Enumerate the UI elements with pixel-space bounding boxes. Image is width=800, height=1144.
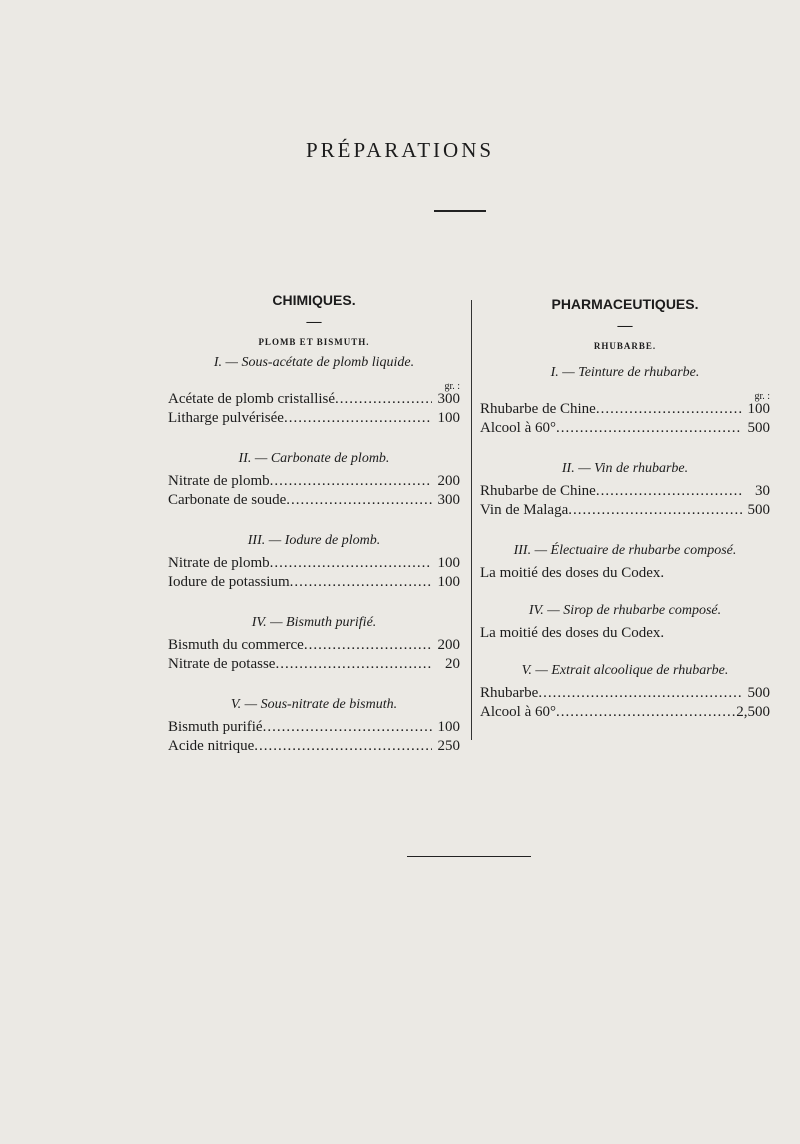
list-item: Nitrate de plomb ..... 100 xyxy=(168,555,460,574)
bleed-through-text xyxy=(0,96,800,134)
list-item: Bismuth du commerce ..... 200 xyxy=(168,637,460,656)
section-heading: I. — Teinture de rhubarbe. xyxy=(550,365,700,380)
section-text: La moitié des doses du Codex. xyxy=(480,625,665,641)
list-item: Bismuth purifié ..... 100 xyxy=(168,719,460,738)
list-item: Nitrate de plomb ..... 200 xyxy=(168,473,460,492)
list-item: Alcool à 60° ..... 2,500 xyxy=(480,704,770,723)
pharmaceutiques-column xyxy=(480,296,770,723)
list-item: Iodure de potassium ..... 100 xyxy=(168,574,460,593)
chimiques-column xyxy=(168,292,460,757)
subheading: RHUBARBE. xyxy=(593,341,657,351)
section-heading: IV. — Sirop de rhubarbe composé. xyxy=(528,603,722,618)
section-heading: II. — Carbonate de plomb. xyxy=(238,451,390,466)
section-heading: III. — Électuaire de rhubarbe composé. xyxy=(513,543,737,558)
section-heading: V. — Extrait alcoolique de rhubarbe. xyxy=(521,663,729,678)
list-item: Rhubarbe de Chine ..... 30 xyxy=(480,483,770,502)
section-heading: III. — Iodure de plomb. xyxy=(247,533,381,548)
divider-bottom xyxy=(407,856,531,857)
list-item: Alcool à 60° ..... 500 xyxy=(480,420,770,439)
list-item: Litharge pulvérisée ..... 100 xyxy=(168,410,460,429)
section-heading: IV. — Bismuth purifié. xyxy=(251,615,377,630)
divider-top xyxy=(434,210,486,212)
list-item: Rhubarbe ..... 500 xyxy=(480,685,770,704)
section-heading: II. — Vin de rhubarbe. xyxy=(561,461,689,476)
section-heading: I. — Sous-acétate de plomb liquide. xyxy=(213,355,415,370)
list-item: Nitrate de potasse ..... 20 xyxy=(168,656,460,675)
dash: — xyxy=(306,314,322,330)
unit-label: gr. : xyxy=(444,381,460,392)
section-heading: V. — Sous-nitrate de bismuth. xyxy=(230,697,398,712)
subheading: PLOMB ET BISMUTH. xyxy=(258,337,370,347)
unit-label: gr. : xyxy=(754,391,770,402)
section-text: La moitié des doses du Codex. xyxy=(480,565,665,581)
list-item: Acétate de plomb cristallisé ..... 300 xyxy=(168,391,460,410)
list-item: Acide nitrique ..... 250 xyxy=(168,738,460,757)
list-item: Rhubarbe de Chine ..... 100 xyxy=(480,401,770,420)
list-item: Carbonate de soude ..... 300 xyxy=(168,492,460,511)
list-item: Vin de Malaga ..... 500 xyxy=(480,502,770,521)
column-heading: PHARMACEUTIQUES. xyxy=(551,296,699,312)
column-heading: CHIMIQUES. xyxy=(272,292,356,308)
column-divider xyxy=(471,300,472,740)
page-title: PRÉPARATIONS xyxy=(305,138,495,162)
dash: — xyxy=(617,318,633,334)
